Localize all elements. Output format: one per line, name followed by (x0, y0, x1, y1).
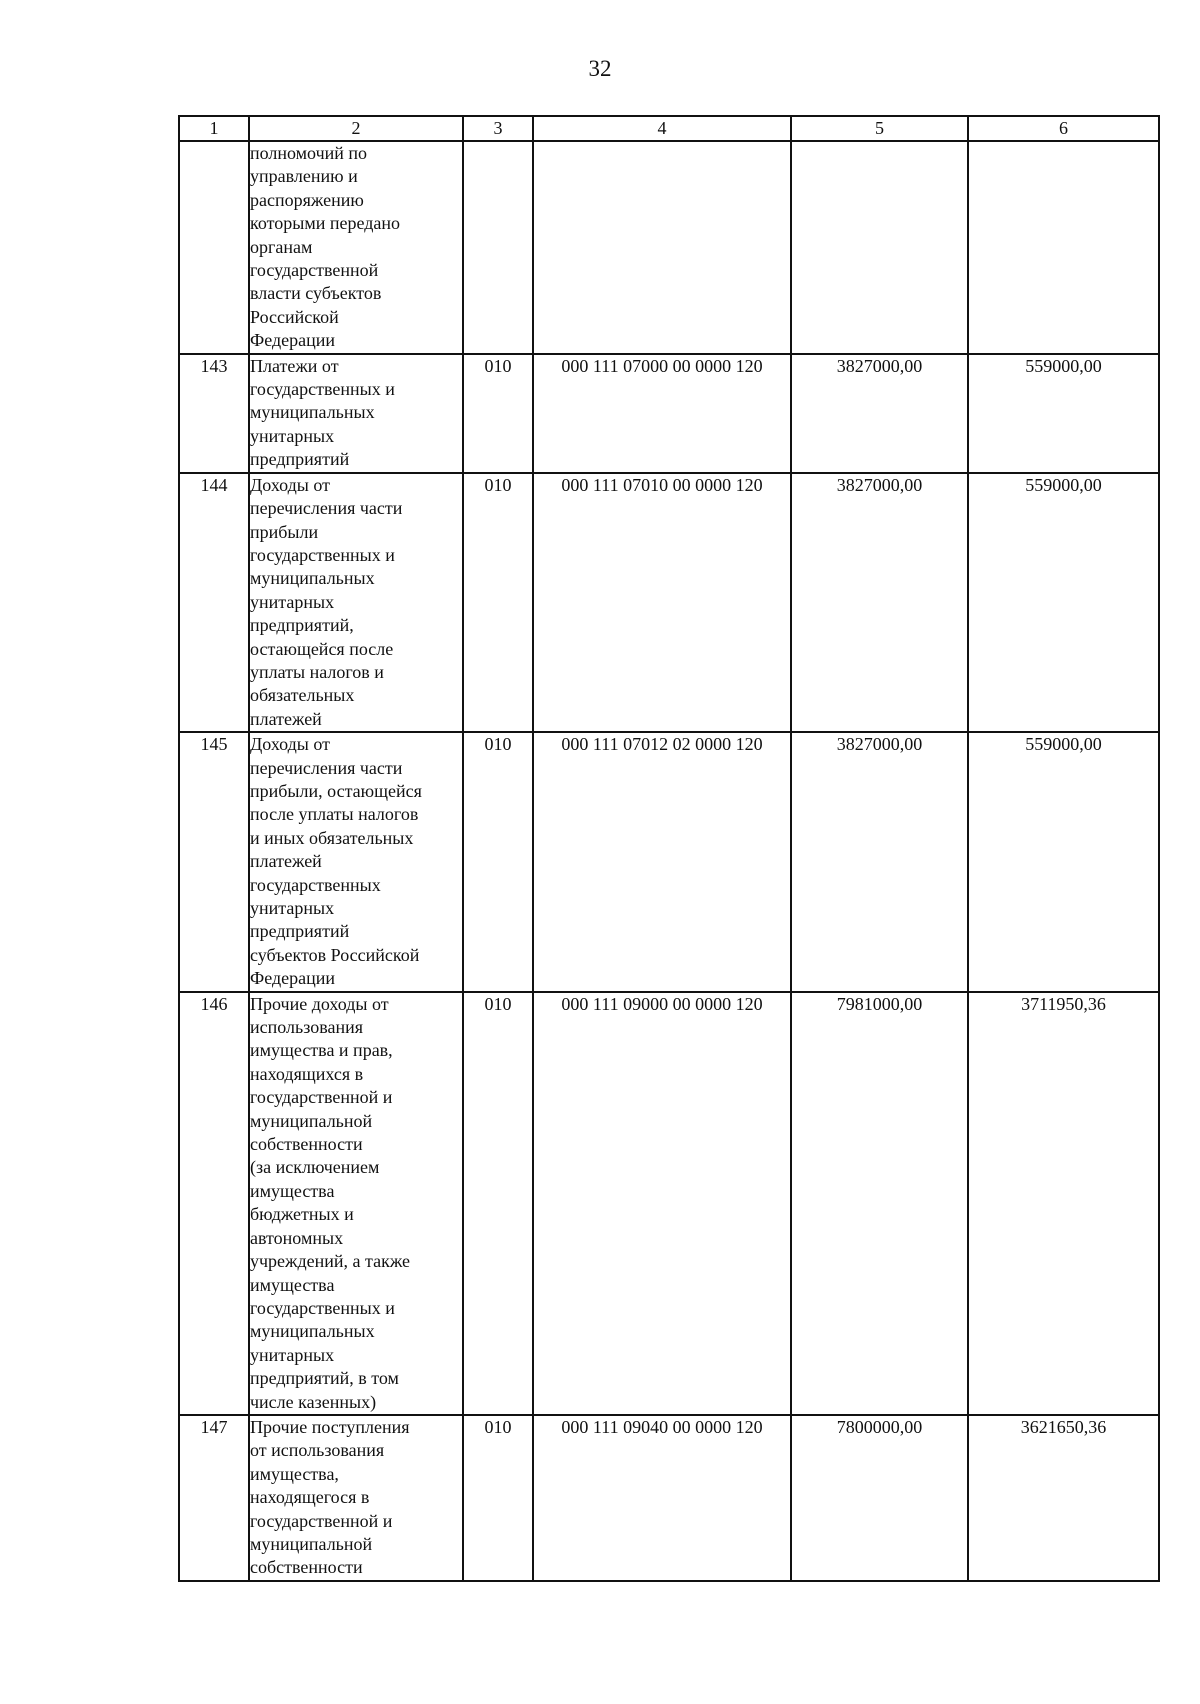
income-name-line: платежей (250, 708, 322, 729)
income-name-line: прибыли, остающейся (250, 780, 422, 801)
income-name-line: предприятий (250, 921, 350, 942)
admin-code-cell: 010 (463, 354, 533, 473)
income-name-line: использования (250, 1017, 364, 1038)
income-name-line: государственной и (250, 1510, 393, 1531)
amount-actual-cell: 3621650,36 (968, 1415, 1159, 1581)
amount-plan-cell: 7800000,00 (791, 1415, 968, 1581)
amount-actual-cell: 559000,00 (968, 473, 1159, 732)
amount-actual-cell: 559000,00 (968, 732, 1159, 991)
income-name-line: остающейся после (250, 638, 394, 659)
income-name-line: государственных и (250, 1297, 395, 1318)
table-row (179, 141, 1159, 354)
income-name-cell (249, 992, 463, 1415)
income-name-line: унитарных (250, 898, 335, 918)
income-name-line: муниципальной (250, 1533, 373, 1554)
row-number-cell: 147 (179, 1415, 249, 1581)
income-name-line: субъектов Российской (250, 944, 420, 965)
table-body (179, 141, 1159, 1581)
income-name-line: после уплаты налогов (250, 804, 419, 825)
column-header-1: 1 (179, 116, 249, 141)
amount-plan-cell: 3827000,00 (791, 473, 968, 732)
income-name-line: муниципальных (250, 402, 375, 423)
income-name-line: предприятий, в том (250, 1368, 399, 1389)
income-code-cell: 000 111 07012 02 0000 120 (533, 732, 791, 991)
amount-actual-cell: 3711950,36 (968, 992, 1159, 1415)
income-name-cell (249, 354, 463, 473)
income-name-line: уплаты налогов и (250, 661, 384, 682)
column-header-6: 6 (968, 116, 1159, 141)
income-name-line: унитарных (250, 425, 335, 446)
amount-plan-cell: 3827000,00 (791, 732, 968, 991)
income-name-line: муниципальных (250, 568, 375, 589)
income-name-line: государственных и (250, 379, 395, 400)
income-name-line: предприятий (250, 449, 350, 470)
income-name-line: имущества (250, 1180, 335, 1201)
row-number-cell: 146 (179, 992, 249, 1415)
income-name-line: распоряжению (250, 189, 364, 210)
income-name-line: управлению и (250, 166, 358, 187)
row-number-cell (179, 141, 249, 354)
income-code-cell: 000 111 07010 00 0000 120 (533, 473, 791, 732)
amount-plan-cell (791, 141, 968, 354)
income-name-line: власти субъектов (250, 283, 382, 304)
income-name-line: собственности (250, 1134, 363, 1155)
income-name-cell (249, 732, 463, 991)
admin-code-cell: 010 (463, 732, 533, 991)
income-name-cell (249, 473, 463, 732)
admin-code-cell: 010 (463, 1415, 533, 1581)
column-header-3: 3 (463, 116, 533, 141)
income-name-line: имущества (250, 1274, 335, 1295)
income-name-line: платежей (250, 851, 322, 872)
income-name-line: Федерации (250, 330, 336, 351)
income-name-line: Прочие поступления (250, 1416, 410, 1437)
income-name-cell (249, 1415, 463, 1581)
income-name-line: (за исключением (250, 1157, 380, 1178)
income-name-line: государственной (250, 260, 379, 281)
income-name-line: Российской (250, 306, 339, 327)
budget-table (178, 115, 1160, 1582)
income-name-line: собственности (250, 1557, 363, 1578)
income-name-line: муниципальной (250, 1110, 373, 1131)
admin-code-cell (463, 141, 533, 354)
income-name-line: учреждений, а также (250, 1251, 411, 1272)
amount-plan-cell: 3827000,00 (791, 354, 968, 473)
income-name-line: находящихся в (250, 1063, 364, 1084)
income-code-cell: 000 111 09040 00 0000 120 (533, 1415, 791, 1581)
income-name-line: государственной и (250, 1087, 393, 1108)
row-number-cell: 143 (179, 354, 249, 473)
table-row (179, 732, 1159, 991)
income-name-line: числе казенных) (250, 1391, 377, 1412)
income-name-line: автономных (250, 1227, 344, 1248)
header-row (179, 116, 1159, 141)
table-row (179, 354, 1159, 473)
row-number-cell: 144 (179, 473, 249, 732)
row-number-cell: 145 (179, 732, 249, 991)
column-header-2: 2 (249, 116, 463, 141)
table-row (179, 1415, 1159, 1581)
page-number: 32 (588, 56, 612, 81)
income-name-line: государственных (250, 874, 381, 895)
table-row (179, 473, 1159, 732)
income-name-line: Платежи от (250, 355, 339, 376)
amount-actual-cell: 559000,00 (968, 354, 1159, 473)
income-name-line: Доходы от (250, 734, 331, 755)
table-row (179, 992, 1159, 1415)
income-name-line: унитарных (250, 591, 335, 612)
income-name-line: муниципальных (250, 1321, 375, 1342)
income-code-cell (533, 141, 791, 354)
income-name-line: полномочий по (250, 143, 368, 163)
income-name-line: имущества и прав, (250, 1040, 393, 1061)
column-header-5: 5 (791, 116, 968, 141)
table-header (179, 116, 1159, 141)
income-code-cell: 000 111 07000 00 0000 120 (533, 354, 791, 473)
income-name-line: обязательных (250, 685, 355, 706)
column-header-4: 4 (533, 116, 791, 141)
admin-code-cell: 010 (463, 992, 533, 1415)
income-name-line: прибыли (250, 521, 319, 542)
income-name-line: Доходы от (250, 474, 331, 495)
income-name-cell (249, 141, 463, 354)
income-name-line: предприятий, (250, 615, 354, 636)
amount-actual-cell (968, 141, 1159, 354)
income-name-line: от использования (250, 1440, 385, 1461)
amount-plan-cell: 7981000,00 (791, 992, 968, 1415)
income-name-line: и иных обязательных (250, 827, 414, 848)
income-name-line: Прочие доходы от (250, 993, 389, 1014)
income-name-line: перечисления части (250, 757, 403, 778)
income-name-line: органам (250, 236, 313, 257)
admin-code-cell: 010 (463, 473, 533, 732)
income-name-line: перечисления части (250, 498, 403, 519)
income-name-line: находящегося в (250, 1487, 370, 1508)
income-name-line: унитарных (250, 1344, 335, 1365)
income-name-line: имущества, (250, 1463, 339, 1484)
income-code-cell: 000 111 09000 00 0000 120 (533, 992, 791, 1415)
income-name-line: бюджетных и (250, 1204, 354, 1225)
income-name-line: которыми передано (250, 213, 400, 234)
income-name-line: государственных и (250, 544, 395, 565)
income-name-line: Федерации (250, 968, 336, 989)
